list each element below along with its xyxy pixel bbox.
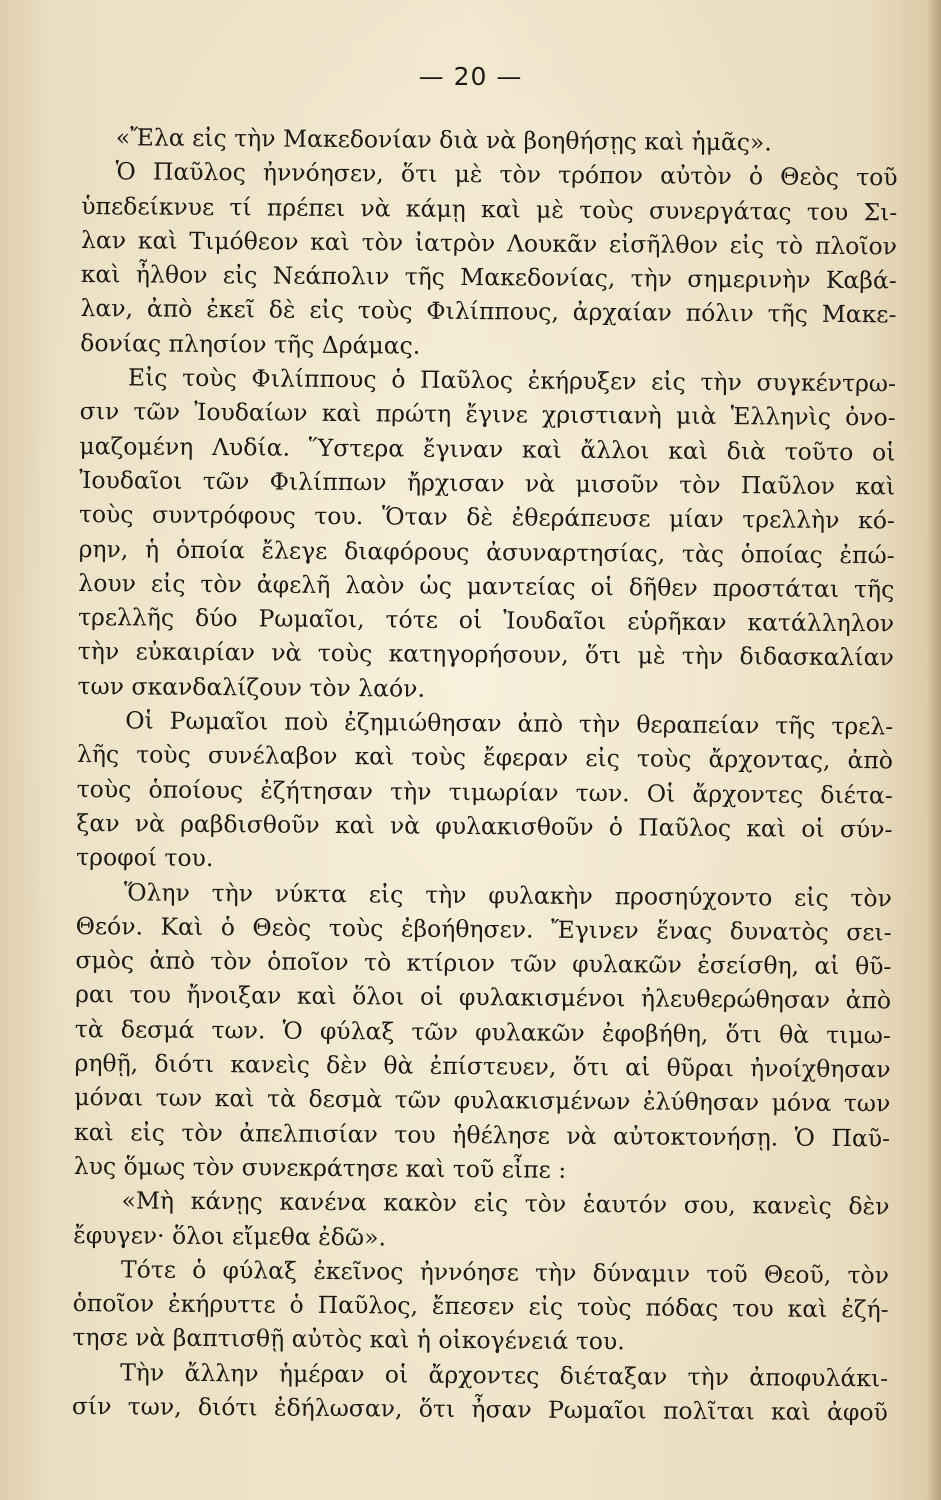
text-line: ραι του ἤνοιξαν καὶ ὅλοι οἱ φυλακισμένοι ἠλευθερώθησαν ἀπὸ [75,980,892,1015]
text-line: Οἱ Ρωμαῖοι ποὺ ἐζημιώθησαν ἀπὸ τὴν θεραπείαν τῆς τρελ- [125,706,894,741]
text-line: σίν των, διότι ἐδήλωσαν, ὅτι ἦσαν Ρωμαῖοι πολῖται καὶ ἀφοῦ [71,1391,888,1427]
text-line: μαζομένη Λυδία. Ὕστερα ἔγιναν καὶ ἄλλοι καὶ διὰ τοῦτο οἱ [79,431,896,467]
body-text [72,120,898,1430]
text-line: σιν τῶν Ἰουδαίων καὶ πρώτη ἔγινε χριστιανὴ μιὰ Ἑλληνὶς ὀνο- [79,397,896,432]
text-line: ὑπεδείκνυε τί πρέπει νὰ κάμῃ καὶ μὲ τοὺς συνεργάτας του Σι- [81,191,898,226]
text-line: Ὅλην τὴν νύκτα εἰς τὴν φυλακὴν προσηύχοντο εἰς τὸν [123,877,893,912]
text-line: τὰ δεσμά των. Ὁ φύλαξ τῶν φυλακῶν ἐφοβήθη, ὅτι θὰ τιμω- [74,1014,891,1050]
text-line: λῆς τοὺς συνέλαβον καὶ τοὺς ἔφεραν εἰς τοὺς ἄρχοντας, ἀπὸ [76,740,894,775]
text-line: τὴν εὐκαιρίαν νὰ τοὺς κατηγορήσουν, ὅτι μὲ τὴν διδασκαλίαν [77,637,894,672]
text-line: Ἰουδαῖοι τῶν Φιλίππων ἤρχισαν νὰ μισοῦν τὸν Παῦλον καὶ [79,465,896,501]
page-edge-shadow [927,0,941,1500]
text-line: καὶ ἦλθον εἰς Νεάπολιν τῆς Μακεδονίας, τὴν σημερινὴν Καβά- [80,260,897,295]
text-line: λαν, ἀπὸ ἐκεῖ δὲ εἰς τοὺς Φιλίππους, ἀρχαίαν πόλιν τῆς Μακε- [80,294,897,329]
text-line: τρελλῆς δύο Ρωμαῖοι, τότε οἱ Ἰουδαῖοι εὑρῆκαν κατάλληλον [77,603,895,638]
text-line: καὶ εἰς τὸν ἀπελπισίαν του ἠθέλησε νὰ αὐτοκτονήσῃ. Ὁ Παῦ- [73,1117,891,1152]
text-line: ρην, ἡ ὁποία ἔλεγε διαφόρους ἀσυναρτησίας, τὰς ὁποίας ἐπώ- [78,534,895,569]
text-line: ὁποῖον ἐκήρυττε ὁ Παῦλος, ἔπεσεν εἰς τοὺς πόδας του καὶ ἐζή- [72,1289,889,1324]
text-line: Θεόν. Καὶ ὁ Θεὸς τοὺς ἐβοήθησεν. Ἔγινεν ἕνας δυνατὸς σει- [75,911,892,947]
text-line: Τότε ὁ φύλαξ ἐκεῖνος ἠννόησε τὴν δύναμιν τοῦ Θεοῦ, τὸν [120,1255,890,1290]
page-number: — 20 — [418,62,523,91]
text-line: τοὺς ὁποίους ἐζήτησαν τὴν τιμωρίαν των. Οἱ ἄρχοντες διέτα- [76,774,893,810]
text-line: τησε νὰ βαπτισθῇ αὐτὸς καὶ ἡ οἰκογένειά του. [72,1323,625,1356]
text-line: μόναι των καὶ τὰ δεσμὰ τῶν φυλακισμένων ἐλύθησαν μόνα των [74,1083,891,1118]
text-line: τοὺς συντρόφους του. Ὅταν δὲ ἐθεράπευσε μίαν τρελλὴν κό- [78,500,895,535]
text-line: δονίας πλησίον τῆς Δράμας. [80,328,421,360]
text-line: Τὴν ἄλλην ἡμέραν οἱ ἄρχοντες διέταξαν τὴν ἀποφυλάκι- [120,1358,889,1393]
text-line: ρηθῇ, διότι κανεὶς δὲν θὰ ἐπίστευεν, ὅτι αἱ θῦραι ἠνοίχθησαν [74,1048,891,1084]
text-line: των σκανδαλίζουν τὸν λαόν. [77,671,426,703]
text-line: Ὁ Παῦλος ἠννόησεν, ὅτι μὲ τὸν τρόπον αὐτὸν ὁ Θεὸς τοῦ [115,157,898,192]
text-line: «Μὴ κάνῃς κανένα κακὸν εἰς τὸν ἑαυτόν σου, κανεὶς δὲν [121,1186,890,1221]
text-line: ξαν νὰ ραβδισθοῦν καὶ νὰ φυλακισθοῦν ὁ Παῦλος καὶ οἱ σύν- [76,808,893,844]
text-line: Εἰς τοὺς Φιλίππους ὁ Παῦλος ἐκήρυξεν εἰς τὴν συγκέντρω- [127,363,897,398]
text-line: «Ἔλα εἰς τὴν Μακεδονίαν διὰ νὰ βοηθήσῃς καὶ ἡμᾶς». [115,123,772,157]
text-line: τροφοί του. [76,843,214,873]
text-line: λαν καὶ Τιμόθεον καὶ τὸν ἰατρὸν Λουκᾶν εἰσῆλθον εἰς τὸ πλοῖον [80,225,898,261]
text-line: ἔφυγεν· ὅλοι εἴμεθα ἐδῶ». [73,1220,387,1251]
text-line: λουν εἰς τὸν ἀφελῆ λαὸν ὡς μαντείας οἱ δῆθεν προστάται τῆς [78,568,895,604]
text-line: σμὸς ἀπὸ τὸν ὁποῖον τὸ κτίριον τῶν φυλακῶν ἐσείσθη, αἱ θῦ- [75,946,892,981]
text-line: λυς ὅμως τὸν συνεκράτησε καὶ τοῦ εἶπε : [73,1151,567,1184]
